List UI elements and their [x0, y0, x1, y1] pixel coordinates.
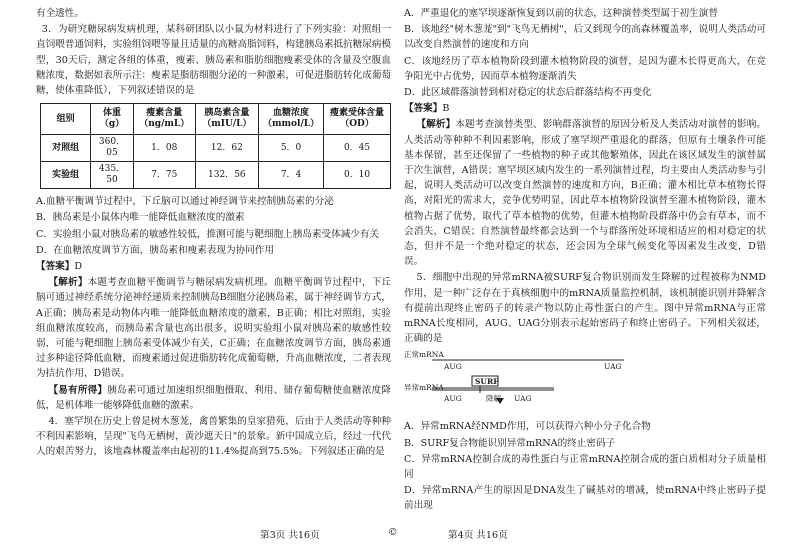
data-table — [40, 103, 391, 189]
tip: 【易有所得】胰岛素可通过加速组织细胞摄取、利用、储存葡萄糖使血糖浓度降低，是机体唯一能够降低血糖的激素。 — [36, 384, 392, 411]
table-header: 血糖浓度 （mmol/L） — [259, 104, 324, 135]
aug-label: AUG — [444, 362, 462, 372]
normal-mrna-label: 正常mRNA — [404, 350, 444, 360]
uag-label: UAG — [604, 362, 622, 372]
option-d: D．此区域群落演替到相对稳定的状态后群落结构不再变化 — [404, 87, 652, 99]
option-d: D．异常mRNA产生的原因是DNA发生了碱基对的增减，使mRNA中终止密码子提前出现 — [404, 485, 766, 512]
table-cell: 132．56 — [195, 162, 258, 189]
option-b: B．SURF复合物能识别异常mRNA的终止密码子 — [404, 437, 616, 449]
option-d: D．在血糖浓度调节方面，胰岛素和瘦素表现为协同作用 — [36, 244, 274, 256]
option-b: B．胰岛素是小鼠体内唯一能降低血糖浓度的激素 — [36, 212, 245, 224]
table-header: 胰岛素含量 （mIU/L） — [195, 104, 258, 135]
page-number-left: 第3页 共16页 — [260, 530, 320, 541]
table-cell: 360．05 — [91, 135, 134, 162]
abnormal-mrna-label: 异常mRNA — [404, 383, 444, 393]
table-row — [41, 135, 391, 162]
mrna-diagram — [404, 350, 766, 416]
page-number-right: 第4页 共16页 — [448, 530, 508, 541]
table-cell: 12．62 — [195, 135, 258, 162]
question-4-stem: 4．塞罕坝在历史上曾是树木葱茏，禽兽繁集的皇家猎苑，后由于人类活动等种种不利因素影响，呈现"飞鸟无栖树，黄沙遮天日"的景象。新中国成立后，经过一代代人的艰苦努力，该地森林覆盖率由起初的11.4%提高到75.5%。下列叙述正确的是 — [36, 416, 391, 458]
option-a: A．严重退化的塞罕坝逐渐恢复到以前的状态，这种演替类型属于初生演替 — [404, 8, 718, 19]
table-cell: 7．75 — [133, 162, 195, 189]
answer: 【答案】B — [404, 103, 450, 115]
option-a: A．异常mRNA经NMD作用，可以获得六种小分子化合物 — [404, 421, 651, 433]
left-page — [36, 6, 391, 461]
question-3-stem: 3．为研究糖尿病发病机理，某科研团队以小鼠为材料进行了下列实验：对照组一直饲喂普通饲料，实验组饲喂等量且适量的高糖高脂饲料，构建胰岛素抵抗糖尿病模型，30天后，测定各组的体重，瘦素、胰岛素和脂肪细胞瘦素受体的含量及空腹血糖浓度，数据如表所示注：瘦素是脂肪细胞分泌的一种激素，可促进脂肪转化成葡萄糖，使体重降低），下列叙述错误的是 — [36, 24, 392, 97]
center-mark: © — [388, 527, 398, 538]
analysis: 【解析】本题考查演替类型、影响群落演替的原因分析及人类活动对演替的影响。人类活动等种种不利因素影响，形成了塞罕坝严重退化的群落，但原有土壤条件可能基本保留，甚至还保留了一些植物的种子或其他繁殖体，因此在该区域发生的演替属于次生演替，A错误；塞罕坝区域内发生的一系列演替过程，均主要由人类活动参与引起，说明人类活动可以改变自然演替的速度和方向，B正确；灌木相比草本植物长得高，对阳光的需求大，竞争优势明显，因此草本植物阶段演替至灌木植物阶段，灌木植物占据了优势，取代了草本植物的优势，但灌木植物阶段群落中仍会有草本，而不会消失，C错误；自然演替最终都会达到一个与群落所处环境相适应的相对稳定的状态，但并不是一个绝对稳定的状态，还会因为全球气候变化等因素发生改变，D错误。 — [404, 119, 767, 268]
uag-label-2: UAG — [514, 394, 532, 404]
analysis: 【解析】本题考查血糖平衡调节与糖尿病发病机理。血糖平衡调节过程中，下丘脑可通过神经系统分泌神经递质来控制胰岛B细胞分泌胰岛素，属于神经调节方式，A正确；胰岛素是动物体内唯一能降低血糖浓度的激素，B正确；相比对照组，实验组血糖浓度较高，而胰岛素含量也高出很多，说明实验组小鼠对胰岛素的敏感性较弱，可能与靶细胞上胰岛素受体减少有关，C正确；在血糖浓度调节方面，胰岛素通过多种途径降低血糖，而瘦素通过促进脂肪转化成葡萄糖，升高血糖浓度，二者表现为拮抗作用，D错误。 — [36, 277, 392, 380]
table-header: 瘦素含量 （ng/mL） — [133, 104, 195, 135]
table-header: 瘦素受体含量 （OD） — [324, 104, 391, 135]
mrna-diagram-lines — [404, 350, 764, 416]
table-cell: 435．50 — [91, 162, 134, 189]
option-c: C．实验组小鼠对胰岛素的敏感性较低，推测可能与靶细胞上胰岛素受体减少有关 — [36, 228, 380, 240]
text-line: 有全透性。 — [36, 8, 84, 19]
table-cell: 7．4 — [259, 162, 324, 189]
aug-label-2: AUG — [444, 394, 462, 404]
option-c: C．该地经历了草本植物阶段到灌木植物阶段的演替，是因为灌木长得更高大，在竞争阳光中占优势，因而草本植物逐渐消失 — [404, 55, 766, 82]
table-cell: 5．0 — [259, 135, 324, 162]
table-row — [41, 162, 391, 189]
option-b: B．该地经"树木葱茏"到"飞鸟无栖树"，后又到现今的高森林覆盖率，说明人类活动可以改变自然演替的速度和方向 — [404, 24, 766, 51]
answer: 【答案】D — [36, 261, 83, 273]
table-cell: 对照组 — [41, 135, 91, 162]
table-header-row — [41, 104, 391, 135]
table-cell: 1．08 — [133, 135, 195, 162]
table-cell: 0．45 — [324, 135, 391, 162]
table-cell: 0．10 — [324, 162, 391, 189]
question-5-stem: 5．细胞中出现的异常mRNA被SURF复合物识别而发生降解的过程被称为NMD作用，是一种广泛存在于真核细胞中的mRNA质量监控机制，该机制能识别并降解含有提前出现终止密码子的转录产物以防止毒性蛋白的产生。图中异常mRNA与正常mRNA长度相同，AUG、UAG分别表示起始密码子和终止密码子。下列相关叙述，正确的是 — [404, 272, 766, 345]
table-header: 组别 — [41, 104, 91, 135]
surf-label: SURF — [475, 377, 499, 387]
table-cell: 实验组 — [41, 162, 91, 189]
right-page — [404, 6, 766, 515]
option-a: A.血糖平衡调节过程中，下丘脑可以通过神经调节来控制胰岛素的分泌 — [36, 196, 334, 208]
degrade-label: 降解 — [486, 394, 501, 404]
table-header: 体重 （g） — [91, 104, 134, 135]
option-c: C．异常mRNA控制合成的毒性蛋白与正常mRNA控制合成的蛋白质相对分子质量相同 — [404, 453, 766, 481]
